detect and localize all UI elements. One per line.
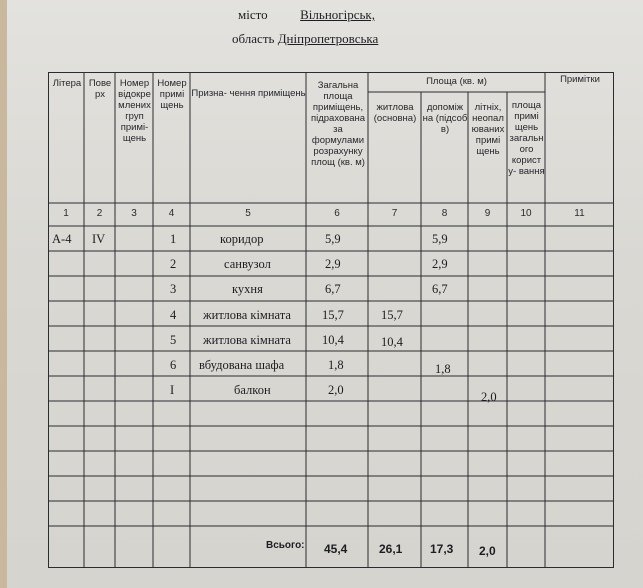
cell-room: 5 [170,333,177,347]
header-summer: літніх, неопал юваних примі щень [471,102,505,157]
header-auxiliary: допомiж на (підсоб в) [422,102,468,135]
cell-purpose: санвузол [224,257,271,271]
cell-aux: 5,9 [432,232,448,246]
col-number: 9 [484,208,491,219]
col-number: 7 [391,208,398,219]
totals-label: Всього: [266,540,305,551]
cell-room: 1 [170,232,177,246]
cell-purpose: житлова кімната [203,308,291,322]
total-summer: 2,0 [479,544,496,558]
cell-purpose: вбудована шафа [199,358,285,372]
cell-purpose: кухня [232,282,263,296]
cell-aux: 2,9 [432,257,448,271]
header-poverkh: Пове рх [88,78,112,100]
cell-total: 6,7 [325,282,341,296]
header-living: житлова (основна) [373,102,417,124]
col-number: 2 [96,208,103,219]
cell-total: 15,7 [322,308,344,322]
cell-litera: А-4 [52,232,72,246]
header-room-number: Номер примі щень [157,78,187,111]
total-aux: 17,3 [430,542,454,556]
cell-total: 5,9 [325,232,341,246]
cell-purpose: балкон [234,383,271,397]
header-groups: Номер відокре млених груп примі- щень [118,78,151,144]
city-value: Вільногірськ, [300,7,375,22]
cell-aux: 1,8 [435,362,451,376]
cell-purpose: житлова кімната [203,333,291,347]
cell-room: 4 [170,308,177,322]
col-number: 8 [441,208,448,219]
header-common: площа примі щень загальн ого корист у- вання [508,100,545,177]
col-number: 10 [520,208,532,219]
city-line [238,7,375,23]
cell-room: 6 [170,358,177,372]
cell-living: 15,7 [381,308,403,322]
header-purpose: Призна- чення приміщень [191,88,306,99]
col-number: 5 [245,208,251,219]
cell-total: 10,4 [322,333,344,347]
cell-room: 3 [170,282,177,296]
cell-room: І [170,383,175,397]
col-number: 4 [168,208,175,219]
page-edge [0,0,7,588]
region-label: область [232,31,275,46]
cell-total: 2,9 [325,257,341,271]
cell-purpose: коридор [220,232,264,246]
cell-room: 2 [170,257,177,271]
region-value: Дніпропетровська [277,31,379,46]
col-number: 1 [63,208,69,219]
rooms-table [48,72,614,568]
region-line [232,31,378,47]
cell-total: 2,0 [328,383,344,397]
cell-total: 1,8 [328,358,344,372]
total-living: 26,1 [379,542,403,556]
header-total-area: Загальна площа приміщень, підрахована за формулами розрахунку площ (кв. м) [310,80,366,168]
header-notes: Примітки [560,74,600,85]
header-area-group: Площа (кв. м) [426,76,487,87]
col-number: 3 [131,208,137,219]
header-litera: Літера [52,78,82,89]
total-area: 45,4 [324,542,348,556]
cell-floor: IV [92,232,106,246]
cell-aux: 6,7 [432,282,448,296]
col-number: 11 [574,208,585,219]
col-number: 6 [334,208,340,219]
city-label: місто [238,7,268,22]
cell-living: 10,4 [381,335,403,349]
cell-summer: 2,0 [481,390,497,404]
